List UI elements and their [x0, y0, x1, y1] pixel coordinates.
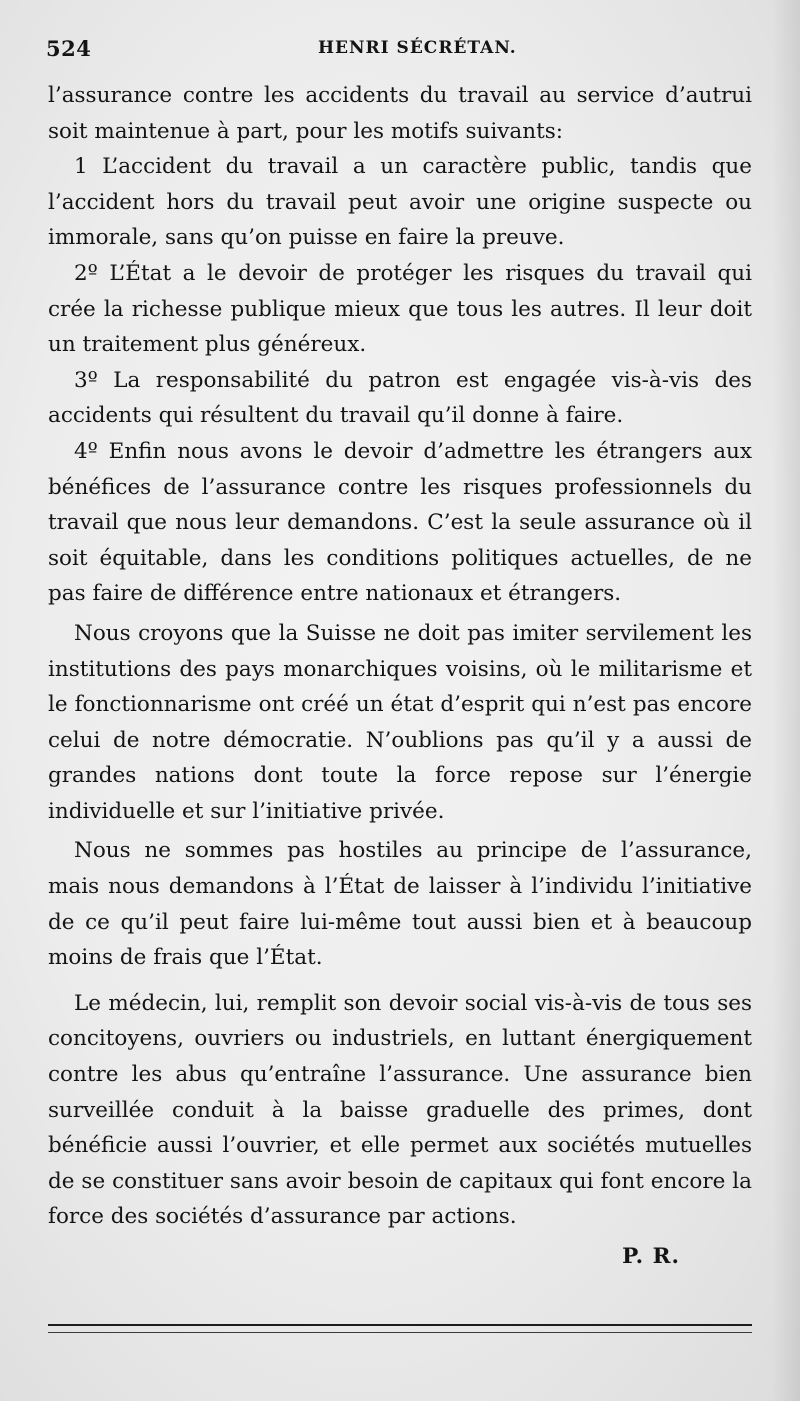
paragraph-numbered-item: 1 L’accident du travail a un caractère public, tandis que l’accident hors du travail peut avoir une origine suspecte ou immorale, sans qu’on puisse en faire la preuve. [48, 154, 752, 251]
page-header [46, 36, 746, 68]
body-text [48, 78, 752, 1274]
running-head: HENRI SÉCRÉTAN. [318, 38, 517, 58]
footer-rule-thick [48, 1324, 752, 1326]
page-edge-shadow [772, 0, 800, 1401]
paragraph-numbered-item: 4º Enfin nous avons le devoir d’admettre les étrangers aux bénéfices de l’assurance contre les risques professionnels du travail que nous leur demandons. C’est la seule assurance où il soit équitable, dans les conditions politiques actuelles, de ne pas faire de différence entre nationaux et étrangers. [48, 438, 752, 607]
paragraph-numbered-item: 3º La responsabilité du patron est engagée vis-à-vis des accidents qui résultent du travail qu’il donne à faire. [48, 367, 752, 429]
paragraph: l’assurance contre les accidents du travail au service d’autrui soit maintenue à part, pour les motifs suivants: [48, 83, 752, 144]
paragraph: Nous ne sommes pas hostiles au principe de l’assurance, mais nous demandons à l’État de laisser à l’individu l’initiative de ce qu’il peut faire lui-même tout aussi bien et à beaucoup moins de frais que l’État. [48, 838, 752, 971]
paragraph: Le médecin, lui, remplit son devoir social vis-à-vis de tous ses concitoyens, ouvriers ou industriels, en luttant énergiquement contre les abus qu’entraîne l’assurance. Une assurance bien surveillée conduit à la baisse graduelle des primes, dont bénéficie aussi l’ouvrier, et elle permet aux sociétés mutuelles de se constituer sans avoir besoin de capitaux qui font encore la force des sociétés d’assurance par actions. [48, 990, 752, 1230]
paragraph: Nous croyons que la Suisse ne doit pas imiter servilement les institutions des pays monarchiques voisins, où le militarisme et le fonctionnarisme ont créé un état d’esprit qui n’est pas encore celui de notre démocratie. N’oublions pas qu’il y a aussi de grandes nations dont toute la force repose sur l’énergie individuelle et sur l’initiative privée. [48, 620, 752, 824]
signature: P. R. [622, 1244, 680, 1269]
page-number: 524 [46, 36, 92, 61]
paragraph-numbered-item: 2º L’État a le devoir de protéger les risques du travail qui crée la richesse publique mieux que tous les autres. Il leur doit un traitement plus généreux. [48, 260, 752, 358]
footer-rule-thin [48, 1332, 752, 1333]
